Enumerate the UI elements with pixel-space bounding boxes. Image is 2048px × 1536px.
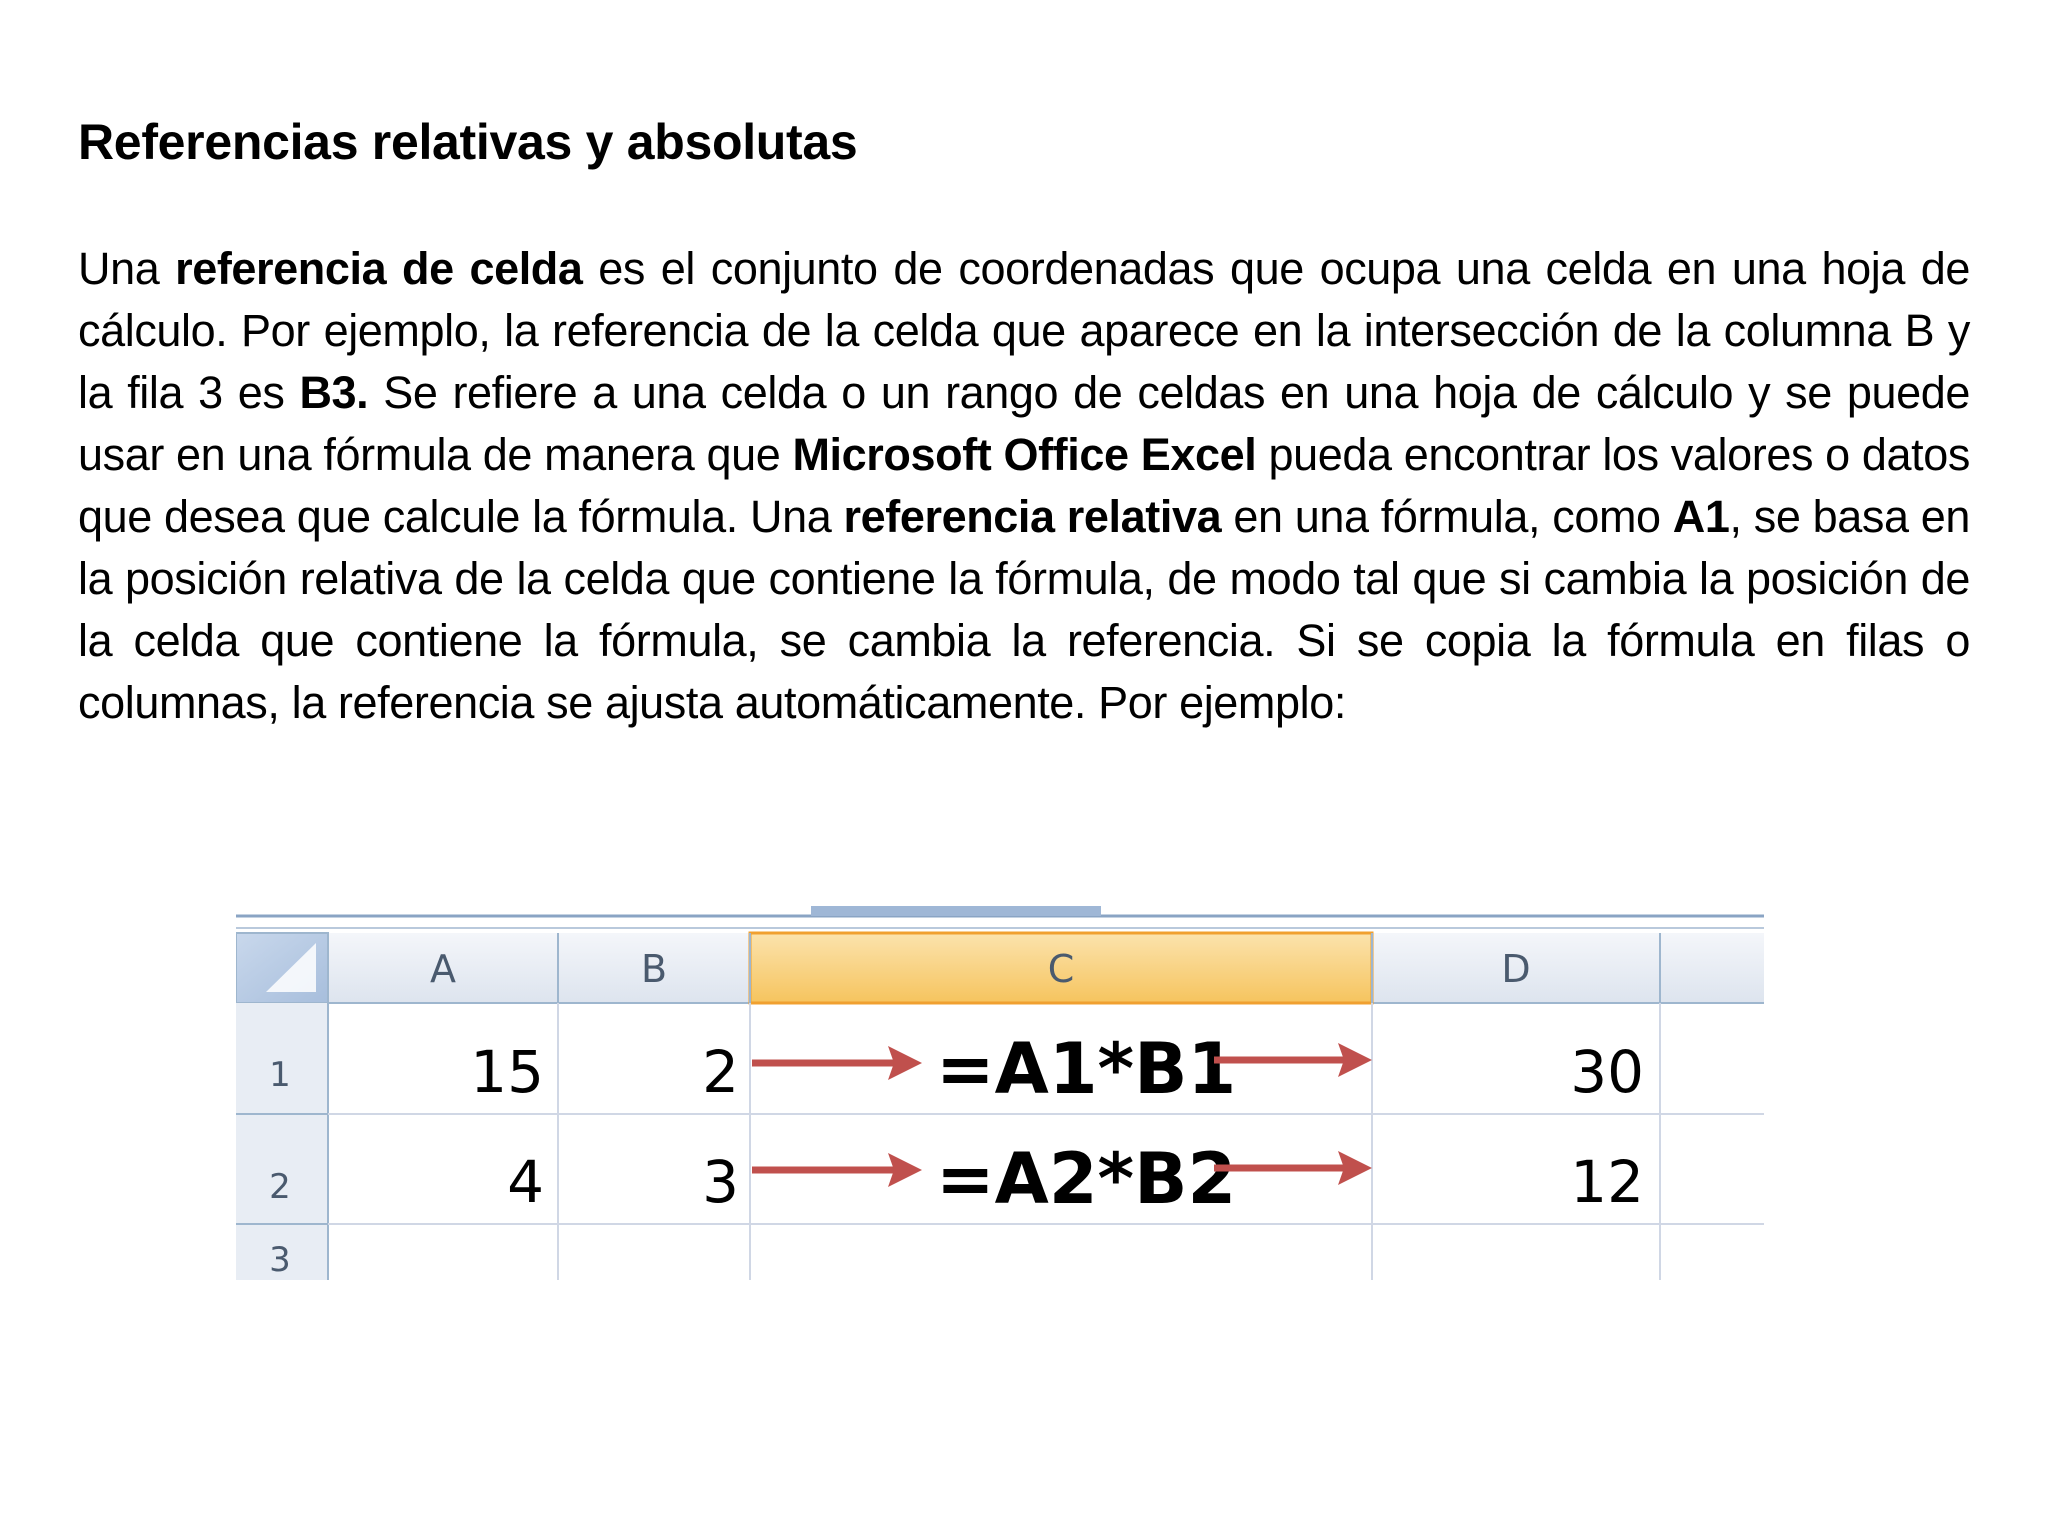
paragraph-run: es el conjunto de coordenadas que ocupa una celda en una hoja de cálculo. Por ejemplo, la referencia de la celda que aparece en la intersección de la columna B y la fila 3 es xyxy=(78,243,1970,418)
row-header-3[interactable]: 3 xyxy=(269,1240,291,1280)
paragraph-bold-run: referencia relativa xyxy=(843,491,1222,542)
arrow-right-icon xyxy=(752,1153,922,1187)
spreadsheet-figure xyxy=(236,906,1764,1280)
row-header-2[interactable]: 2 xyxy=(269,1167,291,1207)
cell-b1[interactable]: 2 xyxy=(702,1038,739,1106)
paragraph-bold-run: Microsoft Office Excel xyxy=(792,429,1257,480)
cell-d2[interactable]: 12 xyxy=(1570,1148,1644,1216)
column-header-c[interactable]: C xyxy=(1047,947,1075,991)
paragraph-run: en una fórmula, como xyxy=(1221,491,1673,542)
page-title: Referencias relativas y absolutas xyxy=(78,114,858,170)
paragraph-bold-run: B3. xyxy=(299,367,369,418)
paragraph-bold-run: A1 xyxy=(1672,491,1730,542)
arrow-right-icon xyxy=(1214,1151,1372,1185)
arrow-right-icon xyxy=(752,1046,922,1080)
paragraph-bold-run: referencia de celda xyxy=(175,243,583,294)
cell-b2[interactable]: 3 xyxy=(702,1148,739,1216)
column-header-d[interactable]: D xyxy=(1501,947,1531,991)
cell-a2[interactable]: 4 xyxy=(507,1148,544,1216)
cell-d1[interactable]: 30 xyxy=(1570,1038,1644,1106)
paragraph-run: Una xyxy=(78,243,176,294)
column-header-b[interactable]: B xyxy=(640,947,668,991)
paragraph-run: Se refiere a una celda o un rango de celdas en una hoja de cálculo y se puede usar en una fórmula de manera que xyxy=(78,367,1970,480)
column-header-a[interactable]: A xyxy=(430,947,456,991)
row-header-column xyxy=(236,1003,328,1280)
row-header-1[interactable]: 1 xyxy=(269,1055,291,1095)
cell-c1-formula[interactable]: =A1*B1 xyxy=(936,1028,1237,1110)
arrow-right-icon xyxy=(1214,1043,1372,1077)
formula-bar-tab xyxy=(811,906,1101,916)
cell-a1[interactable]: 15 xyxy=(470,1038,544,1106)
cell-c2-formula[interactable]: =A2*B2 xyxy=(936,1138,1237,1220)
paragraph-run: pueda encontrar los valores o datos que desea que calcule la fórmula. Una xyxy=(78,429,1970,542)
paragraph-run: , se basa en la posición relativa de la celda que contiene la fórmula, de modo tal que si cambia la posición de la celda que contiene la fórmula, se cambia la referencia. Si se copia la fórmula en filas o columnas, la referencia se ajusta automáticamente. Por ejemplo: xyxy=(78,491,1970,728)
body-paragraph xyxy=(78,238,1970,734)
